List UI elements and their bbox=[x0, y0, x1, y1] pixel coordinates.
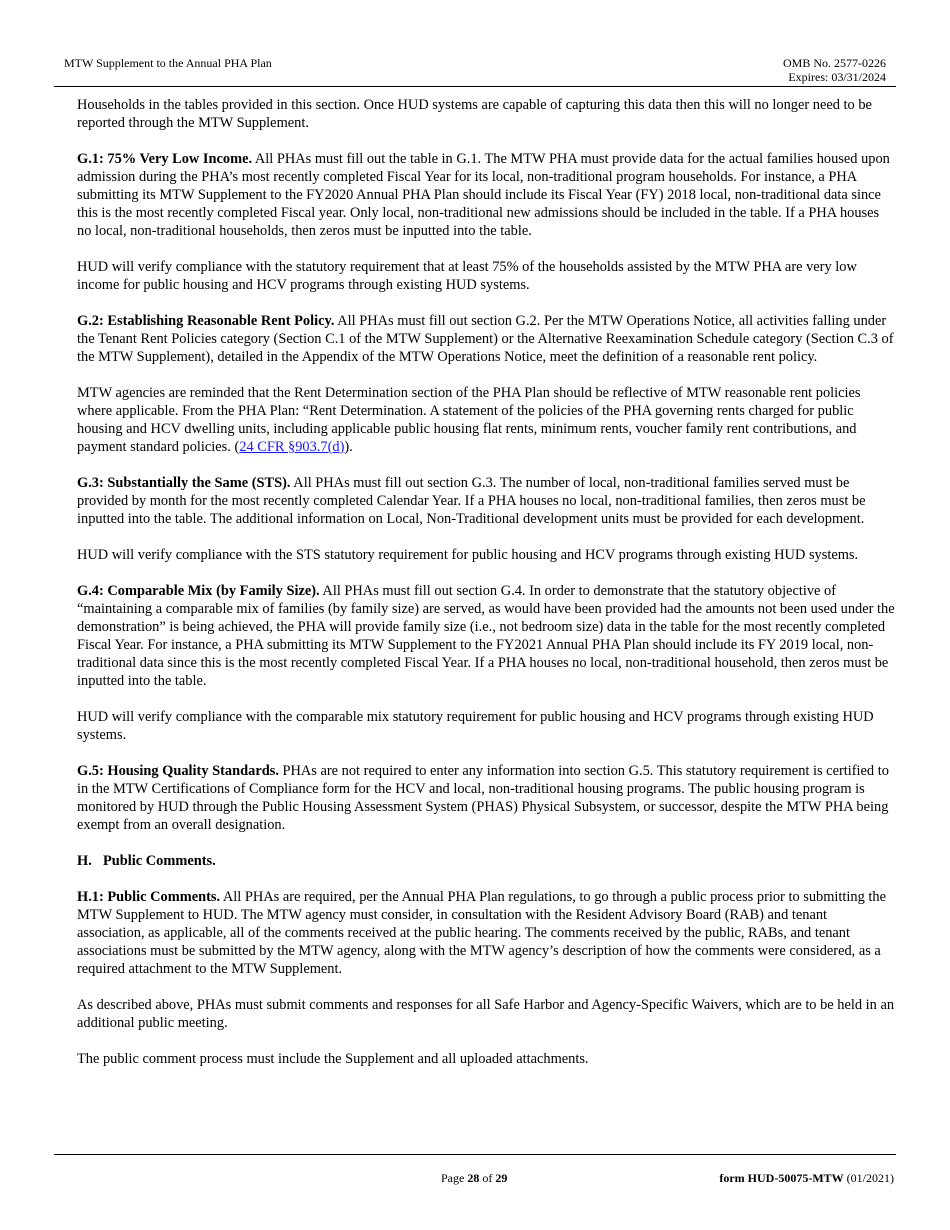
footer-divider bbox=[54, 1154, 896, 1155]
document-body bbox=[77, 96, 897, 1086]
h1-heading: H.1: Public Comments. bbox=[77, 889, 221, 905]
h1-process bbox=[77, 1050, 897, 1068]
g4-text: All PHAs must fill out section G.4. In order to demonstrate that the statutory objective of “maintaining a comparable mix of families (by family size) are served, as would have been provided had the amounts not been used under the demonstration” is being achieved, the PHA will provide family size (i.e., not bedroom size) data in the table for the most recently completed Fiscal Year. For instance, a PHA submitting its MTW Supplement to the FY2021 Annual PHA Plan should include its FY 2019 local, non-traditional data since this is the most recently completed Fiscal Year. If a PHA houses no local, non-traditional household, then zeros must be inputted into the table. bbox=[77, 583, 895, 689]
g1-heading: G.1: 75% Very Low Income. bbox=[77, 151, 253, 167]
g1-text: All PHAs must fill out the table in G.1. The MTW PHA must provide data for the actual families housed upon admission during the PHA’s most recently completed Fiscal Year for its local, non-traditional program households. For instance, a PHA submitting its MTW Supplement to the FY2020 Annual PHA Plan should include its Fiscal Year (FY) 2018 local, non-traditional data since this is the most recently completed Fiscal year. Only local, non-traditional new admissions should be included in the table. If a PHA houses no local, non-traditional households, then zeros must be inputted into the table. bbox=[77, 151, 890, 239]
g3-verification bbox=[77, 546, 897, 564]
g3-verification-text: HUD will verify compliance with the STS statutory requirement for public housing and HCV programs through existing HUD systems. bbox=[77, 547, 859, 563]
g4-verification-text: HUD will verify compliance with the comparable mix statutory requirement for public housing and HCV programs through existing HUD systems. bbox=[77, 709, 874, 743]
section-g4 bbox=[77, 582, 897, 690]
g3-heading: G.3: Substantially the Same (STS). bbox=[77, 475, 291, 491]
g2-text: All PHAs must fill out section G.2. Per the MTW Operations Notice, all activities falling under the Tenant Rent Policies category (Section C.1 of the MTW Supplement) or the Alternative Reexamination Schedule category (Section C.3 of the MTW Supplement), detailed in the Appendix of the MTW Operations Notice, meet the definition of a reasonable rent policy. bbox=[77, 313, 894, 365]
g1-verification bbox=[77, 258, 897, 294]
g2-reminder bbox=[77, 384, 897, 456]
current-page: 28 bbox=[467, 1171, 480, 1185]
of-word: of bbox=[479, 1171, 496, 1185]
page-word: Page bbox=[441, 1171, 468, 1185]
g2-heading: G.2: Establishing Reasonable Rent Policy. bbox=[77, 313, 335, 329]
g1-verification-text: HUD will verify compliance with the statutory requirement that at least 75% of the households assisted by the MTW PHA are very low income for public housing and HCV programs through existing HUD systems. bbox=[77, 259, 857, 293]
g5-text: PHAs are not required to enter any information into section G.5. This statutory requirement is certified to in the MTW Certifications of Compliance form for the HCV and local, non-traditional housing programs. The public housing program is monitored by HUD through the Public Housing Assessment System (PHAS) Physical Subsystem, or successor, despite the MTW PHA being exempt from an overall designation. bbox=[77, 763, 889, 833]
cfr-citation-link[interactable]: 24 CFR §903.7(d) bbox=[239, 439, 345, 455]
g4-heading: G.4: Comparable Mix (by Family Size). bbox=[77, 583, 320, 599]
header-title: MTW Supplement to the Annual PHA Plan bbox=[64, 56, 272, 70]
h1-text: All PHAs are required, per the Annual PHA Plan regulations, to go through a public process prior to submitting the MTW Supplement to HUD. The MTW agency must consider, in consultation with the Resident Advisory Board (RAB) and tenant association, as applicable, all of the comments received at the public hearing. The comments received by the public, RABs, and tenant associations must be submitted by the MTW agency, along with the MTW agency’s description of how the comments were considered, as a required attachment to the MTW Supplement. bbox=[77, 889, 886, 977]
header-divider bbox=[54, 86, 896, 87]
section-h-heading bbox=[77, 852, 897, 870]
g2-reminder-end: ). bbox=[344, 439, 353, 455]
section-g3 bbox=[77, 474, 897, 528]
h1-waivers bbox=[77, 996, 897, 1032]
intro-text: Households in the tables provided in this section. Once HUD systems are capable of capturing this data then this will no longer need to be reported through the MTW Supplement. bbox=[77, 97, 872, 131]
section-h-number: H. bbox=[77, 853, 92, 869]
form-number: form HUD-50075-MTW bbox=[719, 1171, 844, 1185]
g5-heading: G.5: Housing Quality Standards. bbox=[77, 763, 279, 779]
g3-text: All PHAs must fill out section G.3. The number of local, non-traditional families served must be provided by month for the most recently completed Calendar Year. If a PHA houses no local, non-traditional families, then zeros must be inputted into the table. The additional information on Local, Non-Traditional development units must be provided for each development. bbox=[77, 475, 866, 527]
page-number bbox=[441, 1171, 507, 1185]
intro-paragraph bbox=[77, 96, 897, 132]
header-omb-number: OMB No. 2577-0226 bbox=[782, 56, 886, 70]
g2-reminder-text: MTW agencies are reminded that the Rent Determination section of the PHA Plan should be reflective of MTW reasonable rent policies where applicable. From the PHA Plan: “Rent Determination. A statement of the policies of the PHA governing rents charged for public housing and HCV dwelling units, including applicable public housing flat rents, minimum rents, voucher family rent contributions, and payment standard policies. ( bbox=[77, 385, 861, 455]
h1-process-text: The public comment process must include the Supplement and all uploaded attachments. bbox=[77, 1051, 589, 1067]
form-identifier bbox=[719, 1171, 894, 1185]
h1-waivers-text: As described above, PHAs must submit comments and responses for all Safe Harbor and Agency-Specific Waivers, which are to be held in an additional public meeting. bbox=[77, 997, 895, 1031]
header-expiration: Expires: 03/31/2024 bbox=[788, 70, 886, 84]
section-g2 bbox=[77, 312, 897, 366]
section-h-title: Public Comments. bbox=[103, 853, 216, 869]
section-h1 bbox=[77, 888, 897, 978]
g4-verification bbox=[77, 708, 897, 744]
section-g1 bbox=[77, 150, 897, 240]
total-pages: 29 bbox=[495, 1171, 508, 1185]
section-g5 bbox=[77, 762, 897, 834]
header-omb-block bbox=[783, 56, 886, 84]
form-date: (01/2021) bbox=[843, 1171, 894, 1185]
